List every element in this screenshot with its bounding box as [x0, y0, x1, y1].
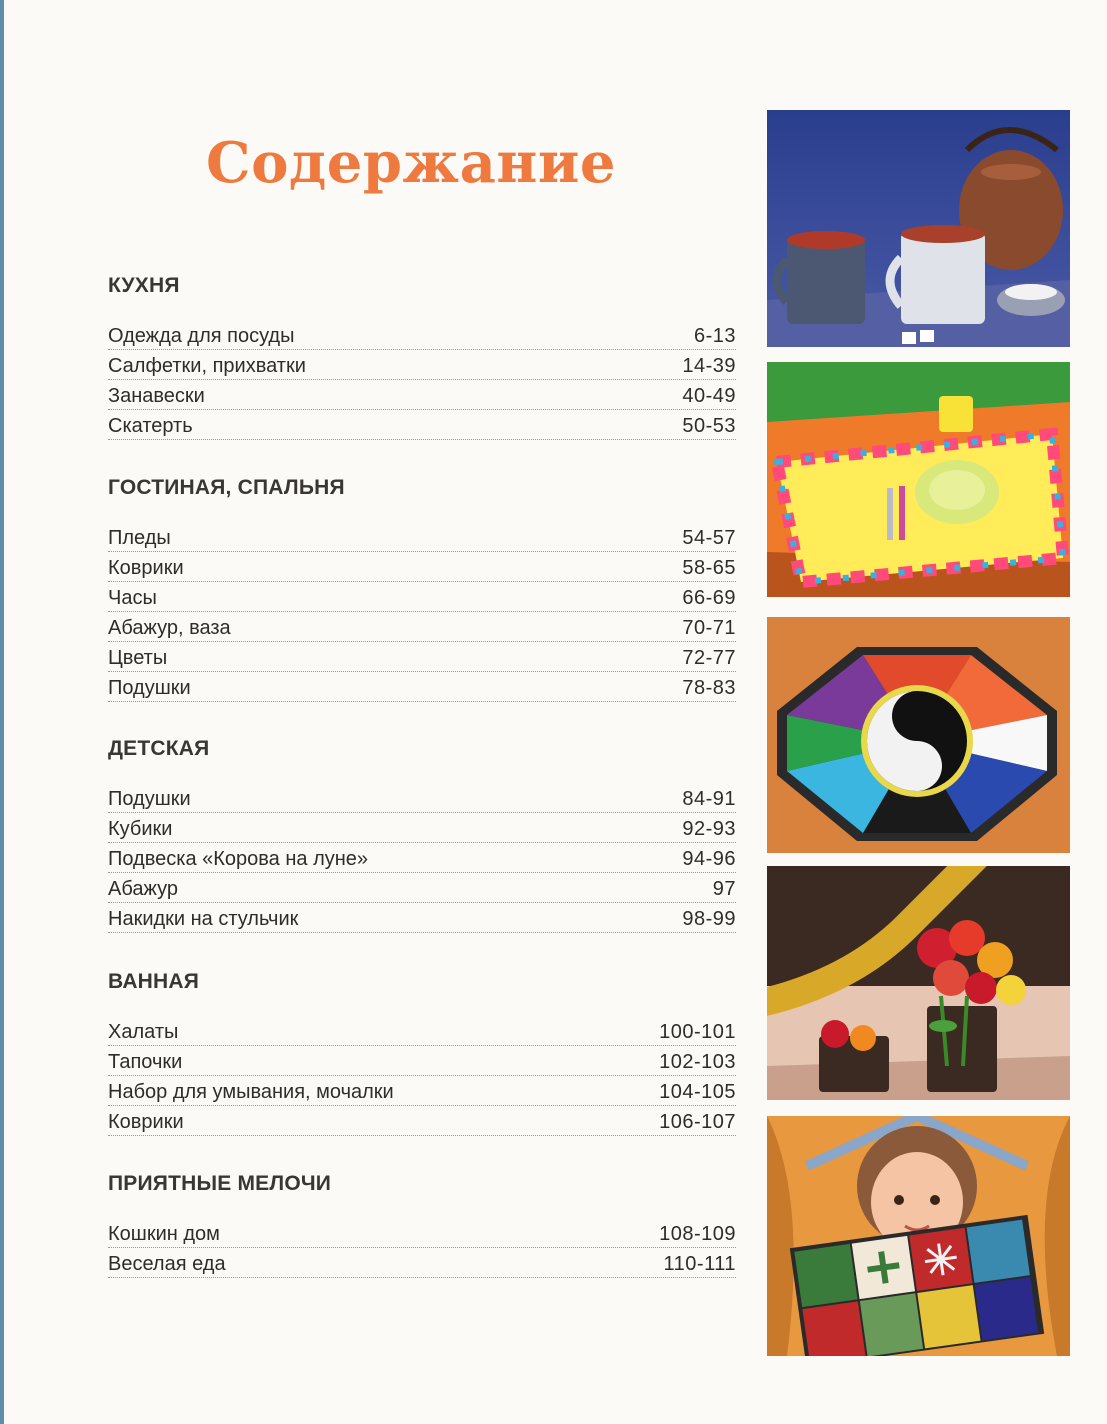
toc-section-living-room	[108, 474, 736, 702]
entry-pages: 92-93	[682, 818, 736, 840]
section-heading: ВАННАЯ	[108, 970, 200, 993]
entry-pages: 70-71	[682, 617, 736, 639]
toc-entry[interactable]	[108, 672, 736, 702]
entry-pages: 58-65	[682, 557, 736, 579]
crochet-placemat-photo	[767, 362, 1070, 597]
toc-entry[interactable]	[108, 582, 736, 612]
entry-pages: 84-91	[682, 788, 736, 810]
entry-title: Халаты	[108, 1021, 179, 1043]
entry-title: Кошкин дом	[108, 1223, 220, 1245]
entry-pages: 102-103	[659, 1051, 736, 1073]
page-edge-strip	[0, 0, 4, 1424]
toc-entry[interactable]	[108, 1016, 736, 1046]
entry-title: Коврики	[108, 557, 184, 579]
entry-pages: 72-77	[682, 647, 736, 669]
entry-pages: 78-83	[682, 677, 736, 699]
toc-entry[interactable]	[108, 1218, 736, 1248]
toc-entry[interactable]	[108, 380, 736, 410]
child-patchwork-pillow-photo	[767, 1116, 1070, 1356]
entry-title: Накидки на стульчик	[108, 908, 299, 930]
toc-section-nice-little-things	[108, 1170, 736, 1278]
entry-pages: 98-99	[682, 908, 736, 930]
entry-pages: 40-49	[682, 385, 736, 407]
toc-entry[interactable]	[108, 1076, 736, 1106]
toc-entry[interactable]	[108, 350, 736, 380]
entry-title: Кубики	[108, 818, 173, 840]
section-heading: ПРИЯТНЫЕ МЕЛОЧИ	[108, 1172, 332, 1195]
entry-title: Абажур	[108, 878, 178, 900]
entry-title: Подушки	[108, 677, 191, 699]
section-heading: КУХНЯ	[108, 274, 180, 297]
page-title: Содержание	[206, 130, 617, 196]
entry-pages: 100-101	[659, 1021, 736, 1043]
toc-entry[interactable]	[108, 410, 736, 440]
entry-pages: 6-13	[693, 325, 736, 347]
toc-entry[interactable]	[108, 903, 736, 933]
entry-pages: 106-107	[659, 1111, 736, 1133]
entry-pages: 104-105	[659, 1081, 736, 1103]
toc-entry[interactable]	[108, 843, 736, 873]
entry-pages: 54-57	[682, 527, 736, 549]
entry-title: Веселая еда	[108, 1253, 226, 1275]
entry-title: Скатерть	[108, 415, 193, 437]
toc-entry[interactable]	[108, 873, 736, 903]
toc-entry[interactable]	[108, 783, 736, 813]
toc-entry[interactable]	[108, 1106, 736, 1136]
entry-title: Подвеска «Корова на луне»	[108, 848, 369, 870]
entry-title: Коврики	[108, 1111, 184, 1133]
toc-entry[interactable]	[108, 813, 736, 843]
entry-title: Часы	[108, 587, 157, 609]
toc-entry[interactable]	[108, 1046, 736, 1076]
entry-pages: 97	[712, 878, 736, 900]
entry-title: Одежда для посуды	[108, 325, 295, 347]
entry-title: Набор для умывания, мочалки	[108, 1081, 394, 1103]
toc-entry[interactable]	[108, 612, 736, 642]
entry-pages: 110-111	[663, 1253, 736, 1275]
toc-entry[interactable]	[108, 320, 736, 350]
entry-title: Тапочки	[108, 1051, 183, 1073]
yin-yang-rug-photo	[767, 617, 1070, 853]
toc-entry[interactable]	[108, 552, 736, 582]
toc-section-bathroom	[108, 968, 736, 1136]
section-heading: ДЕТСКАЯ	[108, 737, 210, 760]
toc-entry[interactable]	[108, 522, 736, 552]
toc-entry[interactable]	[108, 1248, 736, 1278]
knitted-mugs-teapot-photo	[767, 110, 1070, 347]
toc-section-nursery	[108, 735, 736, 933]
entry-title: Пледы	[108, 527, 171, 549]
crochet-flowers-vase-photo	[767, 866, 1070, 1100]
entry-pages: 14-39	[682, 355, 736, 377]
entry-pages: 94-96	[682, 848, 736, 870]
toc-section-kitchen	[108, 272, 736, 440]
entry-title: Абажур, ваза	[108, 617, 231, 639]
entry-pages: 50-53	[682, 415, 736, 437]
entry-title: Цветы	[108, 647, 168, 669]
entry-pages: 108-109	[659, 1223, 736, 1245]
section-heading: ГОСТИНАЯ, СПАЛЬНЯ	[108, 476, 345, 499]
entry-title: Подушки	[108, 788, 191, 810]
entry-title: Салфетки, прихватки	[108, 355, 306, 377]
entry-pages: 66-69	[682, 587, 736, 609]
toc-entry[interactable]	[108, 642, 736, 672]
entry-title: Занавески	[108, 385, 205, 407]
